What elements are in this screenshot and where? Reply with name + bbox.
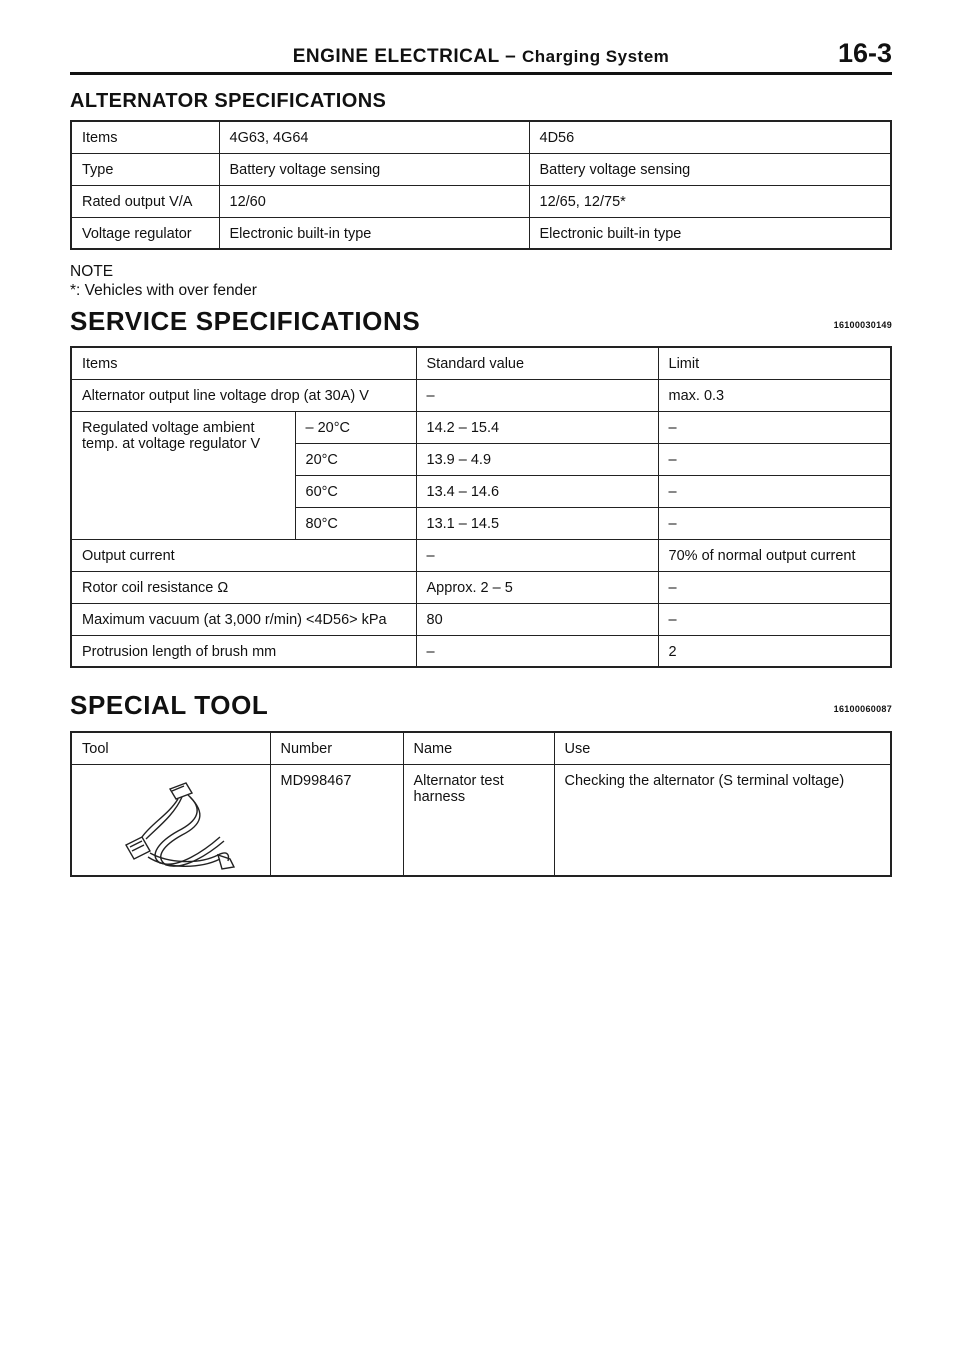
table-row — [71, 153, 891, 185]
table-cell: – — [416, 539, 658, 571]
table-cell: – 20°C — [295, 411, 416, 443]
table-header-cell: Tool — [71, 732, 270, 764]
page-header — [70, 36, 892, 75]
table-header-cell: Items — [71, 121, 219, 153]
table-cell: 12/65, 12/75* — [529, 185, 891, 217]
table-header-row — [71, 347, 891, 379]
header-title — [70, 46, 892, 68]
table-cell: – — [658, 571, 891, 603]
tool-name-line1: Alternator test — [413, 772, 504, 789]
regulated-voltage-label — [71, 411, 295, 539]
table-cell: 80°C — [295, 507, 416, 539]
table-row — [71, 571, 891, 603]
table-row — [71, 379, 891, 411]
table-cell: 2 — [658, 635, 891, 667]
table-cell: – — [658, 475, 891, 507]
table-cell: Electronic built-in type — [219, 217, 529, 249]
alternator-note — [70, 262, 257, 300]
table-cell: 13.4 – 14.6 — [416, 475, 658, 507]
table-cell: Maximum vacuum (at 3,000 r/min) <4D56> kPa — [71, 603, 416, 635]
table-cell: Approx. 2 – 5 — [416, 571, 658, 603]
table-cell: Type — [71, 153, 219, 185]
table-cell: – — [658, 507, 891, 539]
table-header-cell: Number — [270, 732, 403, 764]
special-tool-table — [70, 731, 892, 877]
table-cell: 14.2 – 15.4 — [416, 411, 658, 443]
table-cell: – — [416, 379, 658, 411]
table-cell: 13.1 – 14.5 — [416, 507, 658, 539]
service-specs-heading: SERVICE SPECIFICATIONS — [70, 306, 421, 336]
table-cell: Rated output V/A — [71, 185, 219, 217]
table-cell: 80 — [416, 603, 658, 635]
regulated-label-line2: temp. at voltage regulator V — [82, 435, 261, 452]
header-title-main: ENGINE ELECTRICAL – — [292, 46, 517, 67]
table-cell: Electronic built-in type — [529, 217, 891, 249]
tool-name — [403, 764, 554, 876]
table-header-row — [71, 121, 891, 153]
table-cell: Protrusion length of brush mm — [71, 635, 416, 667]
table-row — [71, 635, 891, 667]
table-cell: – — [416, 635, 658, 667]
table-header-cell: Name — [403, 732, 554, 764]
special-tool-heading: SPECIAL TOOL — [70, 690, 269, 720]
tool-image-cell — [71, 764, 270, 876]
table-cell: – — [658, 411, 891, 443]
table-row — [71, 603, 891, 635]
note-label: NOTE — [70, 263, 114, 280]
table-header-row — [71, 732, 891, 764]
note-text: *: Vehicles with over fender — [70, 282, 257, 299]
table-cell: max. 0.3 — [658, 379, 891, 411]
tool-use: Checking the alternator (S terminal voltage) — [554, 764, 891, 876]
table-header-cell: Use — [554, 732, 891, 764]
table-cell: 12/60 — [219, 185, 529, 217]
table-cell: – — [658, 443, 891, 475]
table-cell: Output current — [71, 539, 416, 571]
service-specs-table — [70, 346, 892, 668]
harness-illustration-icon — [108, 775, 238, 871]
table-cell: Battery voltage sensing — [219, 153, 529, 185]
tool-name-line2: harness — [413, 788, 466, 805]
table-row — [71, 185, 891, 217]
table-row — [71, 539, 891, 571]
alternator-specs-heading: ALTERNATOR SPECIFICATIONS — [70, 90, 387, 112]
tool-number: MD998467 — [270, 764, 403, 876]
table-cell: 20°C — [295, 443, 416, 475]
regulated-label-line1: Regulated voltage ambient — [82, 419, 255, 436]
table-header-cell: Limit — [658, 347, 891, 379]
table-row — [71, 217, 891, 249]
table-row — [71, 411, 891, 443]
service-specs-code: 16100030149 — [833, 320, 892, 330]
table-header-cell: Items — [71, 347, 416, 379]
page-number: 16-3 — [837, 38, 892, 68]
table-cell: 60°C — [295, 475, 416, 507]
table-cell: Rotor coil resistance Ω — [71, 571, 416, 603]
special-tool-code: 16100060087 — [833, 704, 892, 714]
table-cell: 13.9 – 4.9 — [416, 443, 658, 475]
alternator-specs-table — [70, 120, 892, 250]
header-title-sub: Charging System — [521, 47, 670, 66]
table-cell: Voltage regulator — [71, 217, 219, 249]
table-cell: Battery voltage sensing — [529, 153, 891, 185]
table-row — [71, 764, 891, 876]
table-cell: Alternator output line voltage drop (at 30A) V — [71, 379, 416, 411]
table-header-cell: 4D56 — [529, 121, 891, 153]
table-cell: 70% of normal output current — [658, 539, 891, 571]
table-header-cell: 4G63, 4G64 — [219, 121, 529, 153]
table-header-cell: Standard value — [416, 347, 658, 379]
table-cell: – — [658, 603, 891, 635]
